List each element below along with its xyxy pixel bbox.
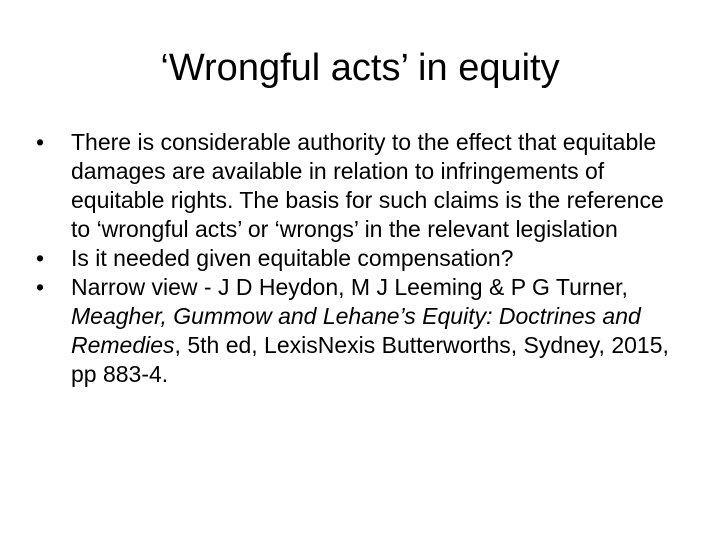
bullet-marker: • [36,129,45,155]
bullet-item [36,273,686,389]
slide-title: ‘Wrongful acts’ in equity [160,47,560,89]
bullet-item [36,128,686,244]
bullet-item [36,244,686,273]
bullet-text: There is considerable authority to the effect that equitable damages are available in relation to infringements of equitable rights. The basis for such claims is the reference to ‘wrongful acts’ or ‘wrongs’ in the relevant legislation [71,129,664,242]
bullet-list [36,128,686,389]
bullet-marker: • [36,245,45,271]
citation-suffix: , 5th ed, LexisNexis Butterworths, Sydney, 2015, pp 883-4. [71,332,669,387]
bullet-text-citation [71,274,669,387]
citation-book-title: Meagher, Gummow and Lehane’s Equity: Doctrines and Remedies [71,303,641,358]
bullet-text: Is it needed given equitable compensation? [71,245,514,271]
citation-prefix: Narrow view - J D Heydon, M J Leeming & P G Turner, [71,274,628,300]
bullet-marker: • [36,274,45,300]
